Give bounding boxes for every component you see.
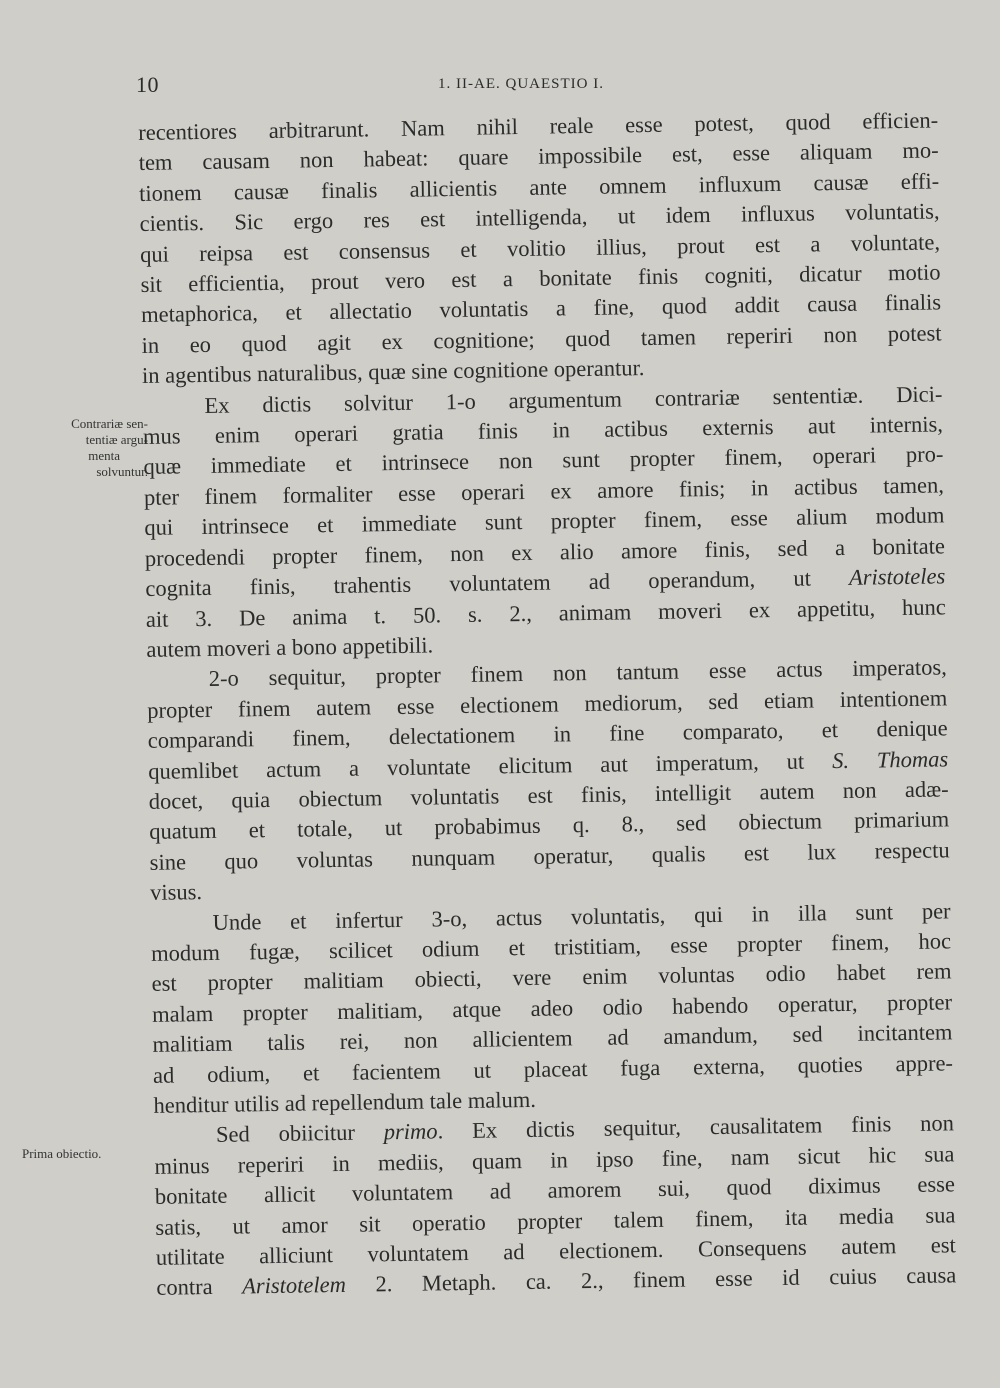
text-line: contra Aristotelem 2. Metaph. ca. 2., finem esse id cuius causa: [156, 1262, 957, 1301]
text-line: quæ immediate et intrinsece non sunt propter finem, operari pro-: [143, 441, 944, 480]
text-line: qui reipsa est consensus et volitio illius, prout est a voluntate,: [139, 229, 941, 267]
text-line: 2-o sequitur, propter finem non tantum esse actus imperatos,: [208, 654, 947, 692]
text-line: mus enim operari gratia finis in actibus externis aut internis,: [142, 411, 944, 450]
body-text: [138, 105, 957, 1303]
text-line: quatum et totale, ut probabimus q. 8., sed obiectum primarium: [149, 806, 950, 845]
text-line: satis, ut amor sit operatio propter talem finem, ita media sua: [155, 1201, 956, 1240]
margin-note-prima-obiectio: Prima obiectio.: [22, 1146, 102, 1161]
text-line: Sed obiicitur primo. Ex dictis sequitur, causalitatem finis non: [215, 1110, 955, 1148]
text-line: visus.: [149, 879, 203, 906]
text-line: minus reperiri in mediis, quam in ipso fine, nam sicut hic sua: [154, 1141, 955, 1179]
text-line: utilitate alliciunt voluntatem ad electionem. Consequens autem est: [155, 1232, 956, 1270]
text-line: bonitate allicit voluntatem ad amorem sui, quod diximus esse: [154, 1171, 956, 1210]
text-line: propter finem autem esse electionem mediorum, sed etiam intentionem: [147, 685, 948, 723]
text-line: henditur utilis ad repellendum tale malum.: [153, 1086, 537, 1118]
text-line: pter finem formaliter esse operari ex amore finis; in actibus tamen,: [143, 472, 945, 510]
text-line: cientis. Sic ergo res est intelligenda, ut idem influxus voluntatis,: [139, 198, 940, 237]
text-line: recentiores arbitrarunt. Nam nihil reale esse potest, quod efficien-: [138, 107, 939, 145]
text-line: est propter malitiam obiecti, vere enim voluntas odio habet rem: [151, 958, 952, 997]
text-line: ad odium, et facientem ut placeat fuga externa, quoties appre-: [152, 1049, 954, 1088]
text-line: sine quo voluntas nunquam operatur, qualis est lux respectu: [149, 837, 950, 875]
text-line: docet, quia obiectum voluntatis est finis, intelligit autem non adæ-: [148, 776, 949, 814]
margin-note-contrariae: Contrariæ sen- tentiæ argu- menta solvuntur.: [71, 416, 148, 479]
text-line: comparandi finem, delectationem in fine comparato, et denique: [147, 715, 948, 754]
page-number: 10: [136, 72, 159, 97]
text-line: tionem causæ finalis allicientis ante omnem influxum causæ effi-: [138, 168, 940, 206]
text-line: cognita finis, trahentis voluntatem ad operandum, ut Aristoteles: [145, 563, 946, 602]
text-line: Ex dictis solvitur 1-o argumentum contrariæ sententiæ. Dici-: [204, 381, 943, 418]
text-line: sit efficientia, prout vero est a bonitate finis cogniti, dicatur motio: [140, 259, 941, 298]
text-line: quemlibet actum a voluntate elicitum aut imperatum, ut S. Thomas: [148, 745, 949, 784]
text-line: in agentibus naturalibus, quæ sine cognitione operantur.: [141, 355, 645, 389]
text-line: tem causam non habeat: quare impossibile est, esse aliquam mo-: [138, 137, 939, 176]
text-line: metaphorica, et allectatio voluntatis a fine, quod addit causa finalis: [140, 289, 942, 328]
text-line: Unde et infertur 3-o, actus voluntatis, qui in illa sunt per: [212, 897, 951, 935]
running-title: 1. II-AE. QUAESTIO I.: [438, 76, 604, 92]
text-line: modum fugæ, scilicet odium et tristitiam, esse propter finem, hoc: [150, 928, 952, 966]
text-line: ait 3. De anima t. 50. s. 2., animam moveri ex appetitu, hunc: [145, 593, 946, 632]
text-line: in eo quod agit ex cognitione; quod tamen reperiri non potest: [141, 320, 942, 358]
text-line: malitiam talis rei, non allicientem ad amandum, sed incitantem: [152, 1019, 953, 1058]
text-line: autem moveri a bono appetibili.: [146, 632, 434, 662]
text-line: procedendi propter finem, non ex alio amore finis, sed a bonitate: [144, 533, 946, 571]
text-line: qui intrinsece et immediate sunt propter finem, esse alium modum: [144, 502, 945, 541]
text-line: malam propter malitiam, atque adeo odio habendo operatur, propter: [151, 989, 953, 1027]
